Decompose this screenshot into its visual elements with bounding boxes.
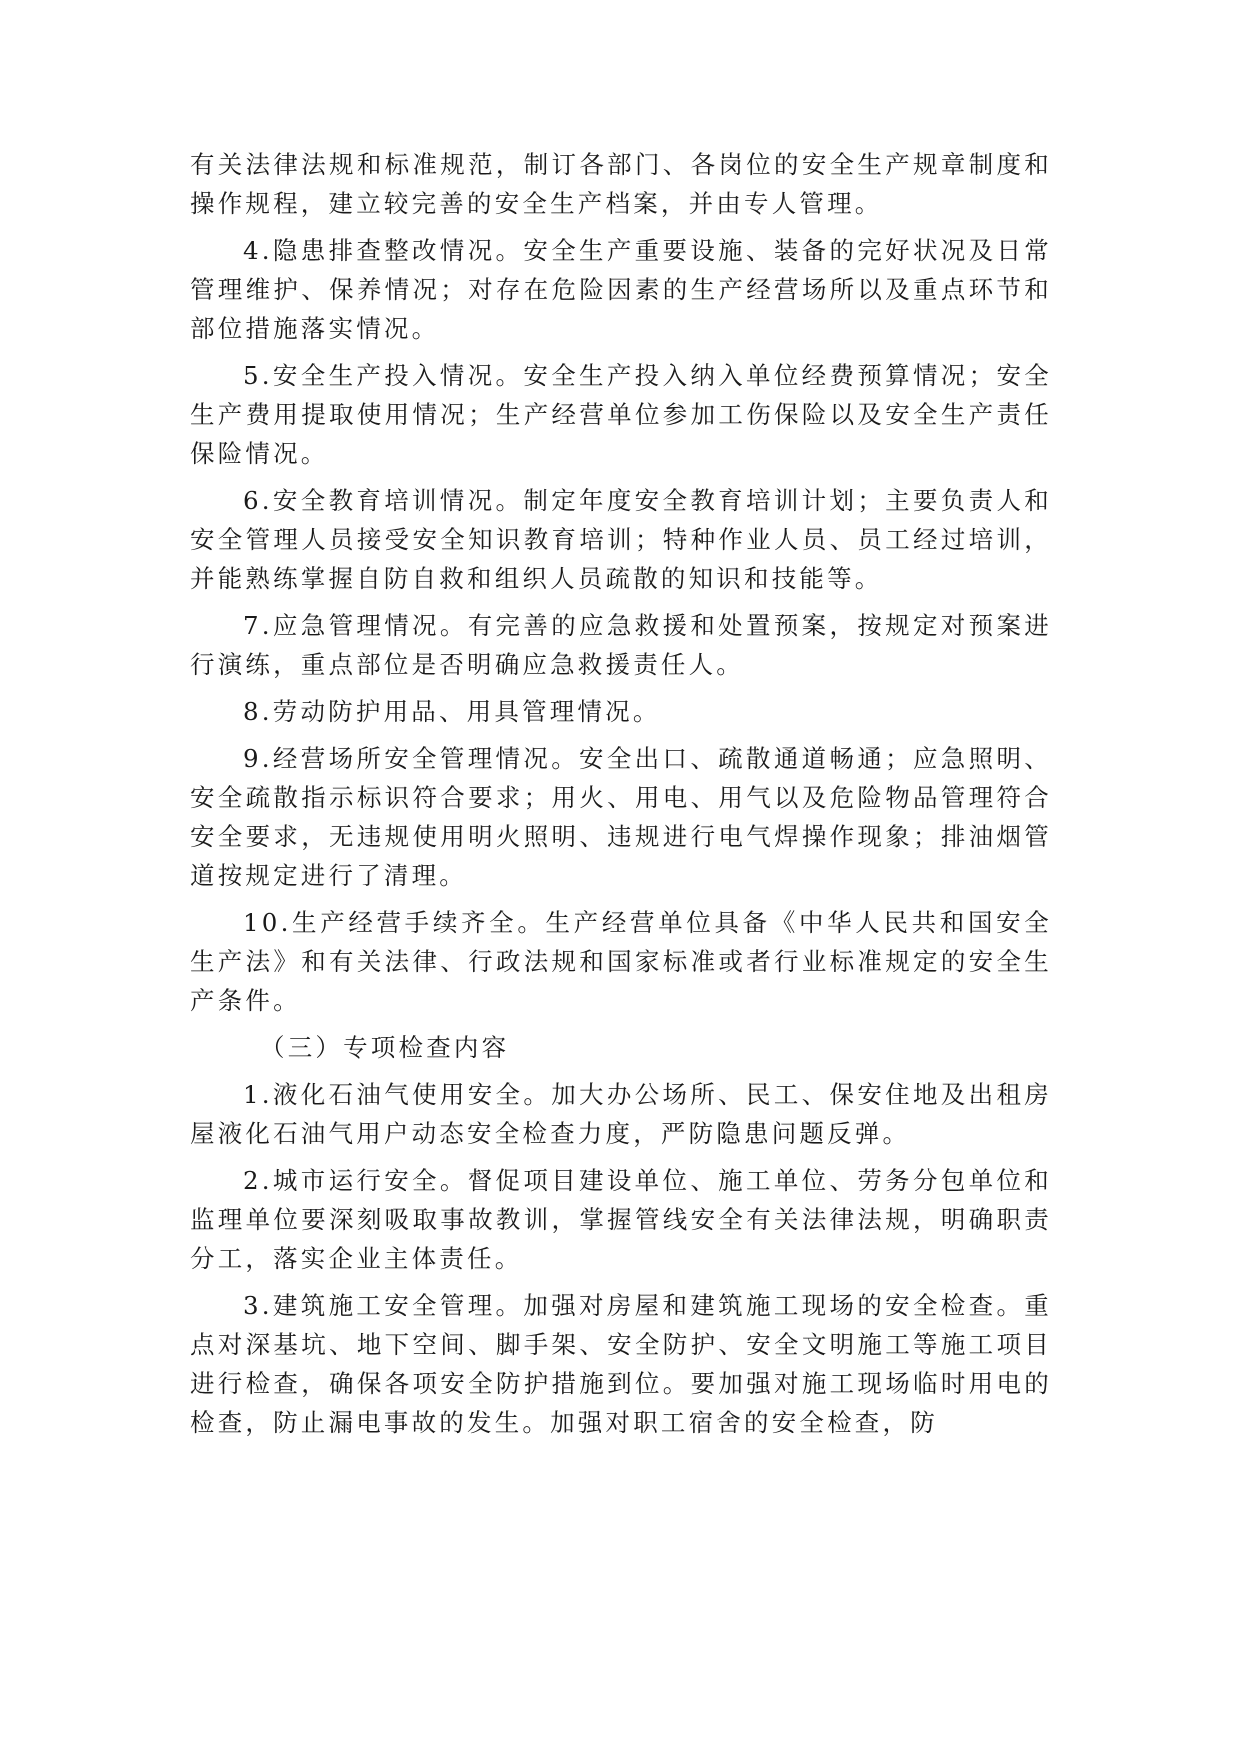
document-body xyxy=(190,145,1052,1450)
paragraph-special-3-construction-safety: 3.建筑施工安全管理。加强对房屋和建筑施工现场的安全检查。重点对深基坑、地下空间、脚手架、安全防护、安全文明施工等施工项目进行检查，确保各项安全防护措施到位。要加强对施工现场临时用电的检查，防止漏电事故的发生。加强对职工宿舍的安全检查，防 xyxy=(190,1291,1052,1437)
paragraph-item-4-hazard-rectification: 4.隐患排查整改情况。安全生产重要设施、装备的完好状况及日常管理维护、保养情况；对存在危险因素的生产经营场所以及重点环节和部位措施落实情况。 xyxy=(190,236,1052,343)
paragraph-special-2-city-operation: 2.城市运行安全。督促项目建设单位、施工单位、劳务分包单位和监理单位要深刻吸取事故教训，掌握管线安全有关法律法规，明确职责分工，落实企业主体责任。 xyxy=(190,1166,1052,1273)
paragraph-item-9-premises-safety: 9.经营场所安全管理情况。安全出口、疏散通道畅通；应急照明、安全疏散指示标识符合要求；用火、用电、用气以及危险物品管理符合安全要求，无违规使用明火照明、违规进行电气焊操作现象；排油烟管道按规定进行了清理。 xyxy=(190,744,1052,890)
section-heading-special-inspection: （三）专项检查内容 xyxy=(260,1033,510,1062)
paragraph-item-8-protective-equipment: 8.劳动防护用品、用具管理情况。 xyxy=(243,697,661,726)
paragraph-item-7-emergency-management: 7.应急管理情况。有完善的应急救援和处置预案，按规定对预案进行演练，重点部位是否明确应急救援责任人。 xyxy=(190,611,1052,679)
paragraph-special-1-lpg-safety: 1.液化石油气使用安全。加大办公场所、民工、保安住地及出租房屋液化石油气用户动态安全检查力度，严防隐患问题反弹。 xyxy=(190,1080,1052,1148)
paragraph-item-5-safety-investment: 5.安全生产投入情况。安全生产投入纳入单位经费预算情况；安全生产费用提取使用情况；生产经营单位参加工伤保险以及安全生产责任保险情况。 xyxy=(190,361,1052,468)
paragraph-item-6-safety-training: 6.安全教育培训情况。制定年度安全教育培训计划；主要负责人和安全管理人员接受安全知识教育培训；特种作业人员、员工经过培训，并能熟练掌握自防自救和组织人员疏散的知识和技能等。 xyxy=(190,486,1052,593)
paragraph-continuation: 有关法律法规和标准规范，制订各部门、各岗位的安全生产规章制度和操作规程，建立较完善的安全生产档案，并由专人管理。 xyxy=(190,150,1052,218)
paragraph-item-10-business-permits: 10.生产经营手续齐全。生产经营单位具备《中华人民共和国安全生产法》和有关法律、行政法规和国家标准或者行业标准规定的安全生产条件。 xyxy=(190,908,1052,1015)
